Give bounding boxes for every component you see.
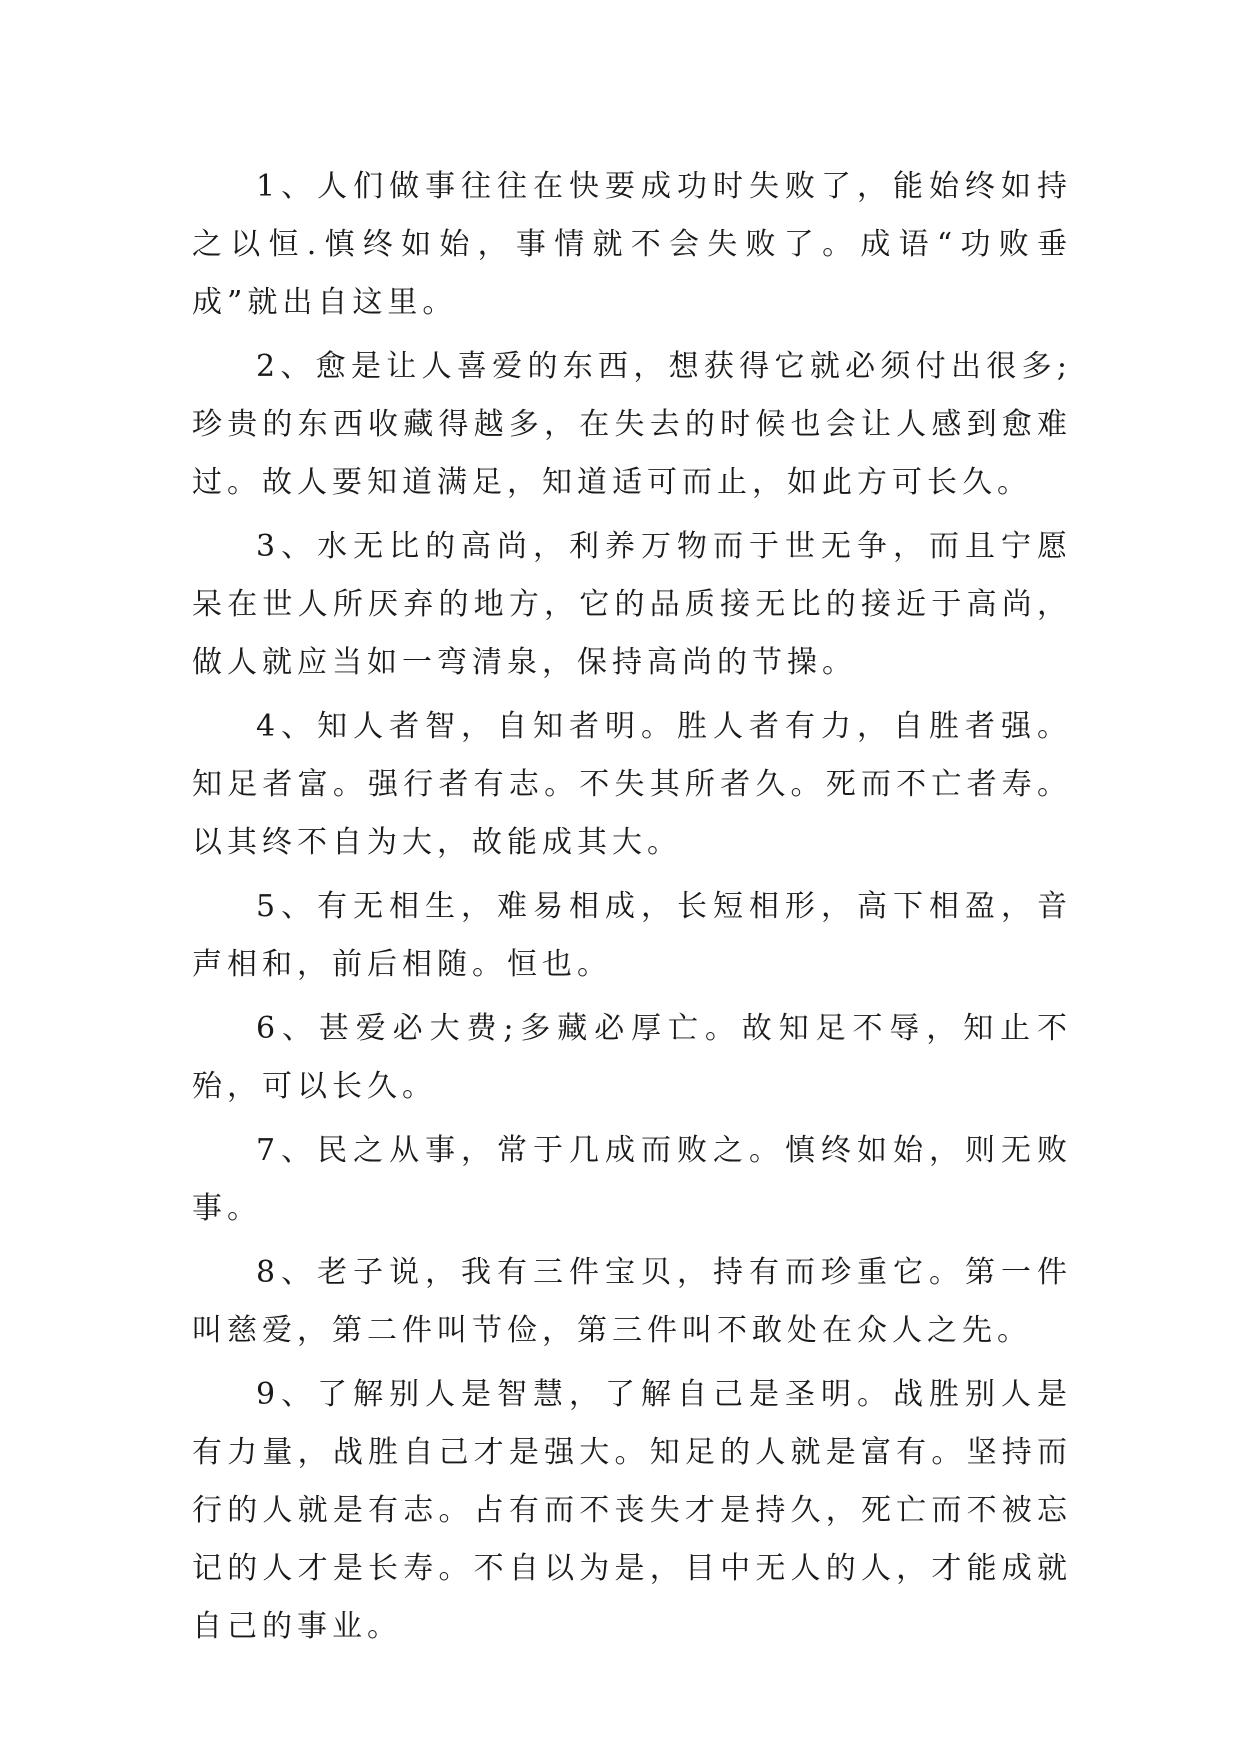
paragraph-9: 9、了解别人是智慧，了解自己是圣明。战胜别人是有力量，战胜自己才是强大。知足的人就是富有。坚持而行的人就是有志。占有而不丧失才是持久，死亡而不被忘记的人才是长寿。不自以为是，目中无人的人，才能成就自己的事业。 xyxy=(192,1377,1072,1644)
paragraph-4: 4、知人者智，自知者明。胜人者有力，自胜者强。知足者富。强行者有志。不失其所者久。死而不亡者寿。以其终不自为大，故能成其大。 xyxy=(192,709,1072,860)
paragraph-7: 7、民之从事，常于几成而败之。慎终如始，则无败事。 xyxy=(192,1133,1072,1226)
document-body xyxy=(192,158,1072,1662)
paragraph-1: 1、人们做事往往在快要成功时失败了，能始终如持之以恒.慎终如始，事情就不会失败了。成语“功败垂成”就出自这里。 xyxy=(192,169,1072,320)
paragraph-8: 8、老子说，我有三件宝贝，持有而珍重它。第一件叫慈爱，第二件叫节俭，第三件叫不敢处在众人之先。 xyxy=(192,1255,1072,1348)
paragraph-6: 6、甚爱必大费;多藏必厚亡。故知足不辱，知止不殆，可以长久。 xyxy=(192,1011,1072,1104)
paragraph-5: 5、有无相生，难易相成，长短相形，高下相盈，音声相和，前后相随。恒也。 xyxy=(192,889,1072,982)
paragraph-3: 3、水无比的高尚，利养万物而于世无争，而且宁愿呆在世人所厌弃的地方，它的品质接无比的接近于高尚，做人就应当如一弯清泉，保持高尚的节操。 xyxy=(192,529,1072,680)
paragraph-2: 2、愈是让人喜爱的东西，想获得它就必须付出很多;珍贵的东西收藏得越多，在失去的时候也会让人感到愈难过。故人要知道满足，知道适可而止，如此方可长久。 xyxy=(192,349,1072,500)
